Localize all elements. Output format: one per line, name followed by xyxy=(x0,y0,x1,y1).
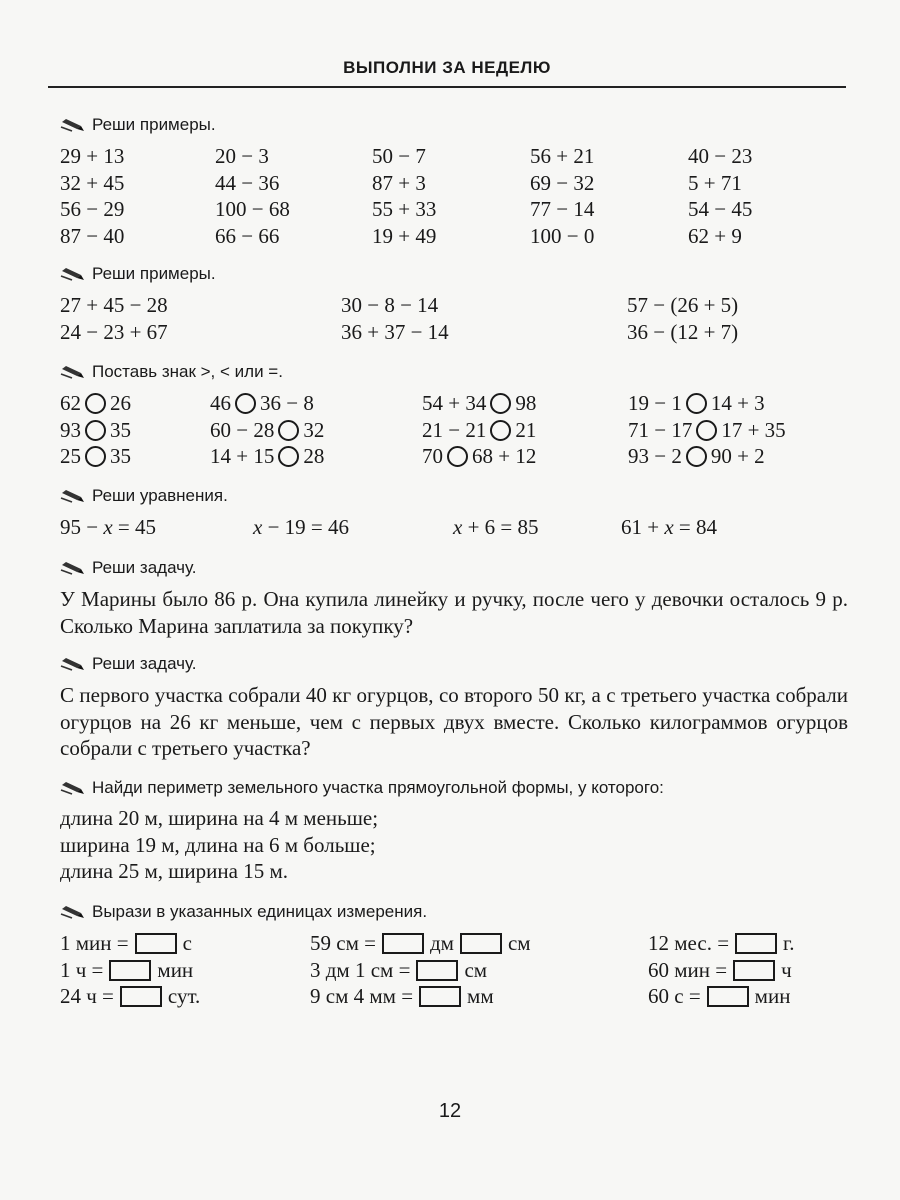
equation: 95 − x = 45 xyxy=(60,515,157,539)
instruction-text: Реши задачу. xyxy=(92,654,197,673)
units-item: 12 мес. = г. xyxy=(648,931,795,955)
instruction-row xyxy=(60,484,860,508)
section-examples-2 xyxy=(60,262,860,345)
section-units xyxy=(60,900,860,1010)
answer-circle[interactable] xyxy=(278,420,299,441)
example-row xyxy=(60,292,860,319)
example: 5 + 71 xyxy=(688,170,742,195)
pencil-icon xyxy=(60,561,86,575)
answer-box[interactable] xyxy=(707,986,749,1007)
example: 44 − 36 xyxy=(215,170,280,195)
pencil-icon xyxy=(60,365,86,379)
instruction-row xyxy=(60,556,860,580)
example: 62 + 9 xyxy=(688,223,742,248)
example: 56 − 29 xyxy=(60,197,125,221)
pencil-icon xyxy=(60,657,86,671)
example-row xyxy=(60,319,860,346)
condition-line: длина 20 м, ширина на 4 м меньше; xyxy=(60,806,379,830)
example: 77 − 14 xyxy=(530,197,595,221)
equation: x − 19 = 46 xyxy=(253,515,350,539)
example: 66 − 66 xyxy=(215,223,280,248)
answer-circle[interactable] xyxy=(686,393,707,414)
example-row xyxy=(60,170,860,197)
instruction-row xyxy=(60,776,860,800)
pencil-icon xyxy=(60,905,86,919)
compare-item: 21 − 21 21 xyxy=(422,417,537,442)
example-row xyxy=(60,143,860,170)
instruction-text: Вырази в указанных единицах измерения. xyxy=(92,902,428,921)
header-divider xyxy=(48,86,846,88)
units-item: 1 мин = с xyxy=(60,931,192,955)
problem-text: С первого участка собрали 40 кг огурцов, со второго 50 кг, а с третьего участка собрали огурцов на 26 кг меньше, чем с первых двух вместе. Сколько килограммов огурцов собрали с третьего участка? xyxy=(60,683,848,760)
page-title: ВЫПОЛНИ ЗА НЕДЕЛЮ xyxy=(343,58,551,77)
units-row xyxy=(60,930,860,957)
answer-circle[interactable] xyxy=(686,446,707,467)
compare-item: 19 − 1 14 + 3 xyxy=(628,391,765,415)
compare-item: 71 − 17 17 + 35 xyxy=(628,417,786,442)
answer-circle[interactable] xyxy=(235,393,256,414)
answer-box[interactable] xyxy=(460,933,502,954)
answer-box[interactable] xyxy=(735,933,777,954)
section-compare xyxy=(60,360,860,470)
answer-box[interactable] xyxy=(419,986,461,1007)
instruction-text: Реши примеры. xyxy=(92,264,216,283)
compare-item: 60 − 28 32 xyxy=(210,417,325,442)
units-item: 3 дм 1 см = см xyxy=(310,957,488,982)
pencil-icon xyxy=(60,267,86,281)
answer-box[interactable] xyxy=(109,960,151,981)
example: 50 − 7 xyxy=(372,144,426,168)
answer-circle[interactable] xyxy=(490,393,511,414)
equation: 61 + x = 84 xyxy=(621,515,718,539)
instruction-text: Поставь знак >, < или =. xyxy=(92,362,283,381)
example: 56 + 21 xyxy=(530,144,595,168)
example: 30 − 8 − 14 xyxy=(341,293,439,317)
instruction-row xyxy=(60,262,860,286)
units-item: 9 см 4 мм = мм xyxy=(310,984,494,1008)
example: 40 − 23 xyxy=(688,144,753,168)
answer-circle[interactable] xyxy=(85,420,106,441)
instruction-row xyxy=(60,113,860,137)
example: 54 − 45 xyxy=(688,197,753,221)
example: 27 + 45 − 28 xyxy=(60,293,168,317)
example: 32 + 45 xyxy=(60,170,125,195)
equation-row xyxy=(60,514,860,541)
example: 36 − (12 + 7) xyxy=(627,319,739,344)
answer-box[interactable] xyxy=(733,960,775,981)
compare-item: 25 35 xyxy=(60,444,131,468)
example: 100 − 68 xyxy=(215,197,290,221)
example-row xyxy=(60,196,860,223)
example: 87 + 3 xyxy=(372,170,426,195)
example: 69 − 32 xyxy=(530,170,595,195)
units-item: 1 ч = мин xyxy=(60,957,194,982)
page-number: 12 xyxy=(438,1100,462,1122)
section-examples-1 xyxy=(60,113,860,249)
instruction-row xyxy=(60,360,860,384)
units-item: 59 см = дм см xyxy=(310,931,531,955)
equation: x + 6 = 85 xyxy=(453,515,539,539)
compare-item: 70 68 + 12 xyxy=(422,444,537,468)
section-problem-1 xyxy=(60,556,860,639)
units-item: 24 ч = сут. xyxy=(60,984,201,1008)
section-equations xyxy=(60,484,860,541)
compare-item: 14 + 15 28 xyxy=(210,444,325,468)
compare-row xyxy=(60,417,860,444)
units-row xyxy=(60,957,860,984)
answer-circle[interactable] xyxy=(447,446,468,467)
compare-item: 93 − 2 90 + 2 xyxy=(628,444,765,468)
example: 24 − 23 + 67 xyxy=(60,319,168,344)
units-item: 60 с = мин xyxy=(648,984,791,1008)
instruction-row xyxy=(60,652,860,676)
example: 19 + 49 xyxy=(372,223,437,248)
example: 57 − (26 + 5) xyxy=(627,293,739,317)
instruction-row xyxy=(60,900,860,924)
condition-line: ширина 19 м, длина на 6 м больше; xyxy=(60,832,376,857)
answer-box[interactable] xyxy=(416,960,458,981)
example-row xyxy=(60,223,860,250)
pencil-icon xyxy=(60,781,86,795)
answer-circle[interactable] xyxy=(85,393,106,414)
section-perimeter xyxy=(60,776,860,885)
section-problem-2 xyxy=(60,652,860,762)
answer-circle[interactable] xyxy=(85,446,106,467)
condition-line: длина 25 м, ширина 15 м. xyxy=(60,859,288,883)
answer-circle[interactable] xyxy=(696,420,717,441)
answer-box[interactable] xyxy=(135,933,177,954)
compare-item: 93 35 xyxy=(60,417,131,442)
example: 55 + 33 xyxy=(372,197,437,221)
answer-circle[interactable] xyxy=(278,446,299,467)
example: 20 − 3 xyxy=(215,144,269,168)
pencil-icon xyxy=(60,489,86,503)
compare-row xyxy=(60,390,860,417)
instruction-text: Реши примеры. xyxy=(92,115,216,134)
compare-item: 62 26 xyxy=(60,391,131,415)
instruction-text: Найди периметр земельного участка прямоугольной формы, у которого: xyxy=(92,778,664,797)
instruction-text: Реши уравнения. xyxy=(92,486,228,505)
instruction-text: Реши задачу. xyxy=(92,558,197,577)
example: 29 + 13 xyxy=(60,144,125,168)
example: 36 + 37 − 14 xyxy=(341,319,449,344)
compare-row xyxy=(60,443,860,470)
pencil-icon xyxy=(60,118,86,132)
answer-box[interactable] xyxy=(120,986,162,1007)
compare-item: 46 36 − 8 xyxy=(210,391,314,415)
example: 87 − 40 xyxy=(60,223,125,248)
example: 100 − 0 xyxy=(530,223,595,248)
units-row xyxy=(60,983,860,1010)
compare-item: 54 + 34 98 xyxy=(422,391,537,415)
answer-circle[interactable] xyxy=(490,420,511,441)
answer-box[interactable] xyxy=(382,933,424,954)
units-item: 60 мин = ч xyxy=(648,957,792,982)
problem-text: У Марины было 86 р. Она купила линейку и ручку, после чего у девочки осталось 9 р. Сколько Марина заплатила за покупку? xyxy=(60,587,848,638)
